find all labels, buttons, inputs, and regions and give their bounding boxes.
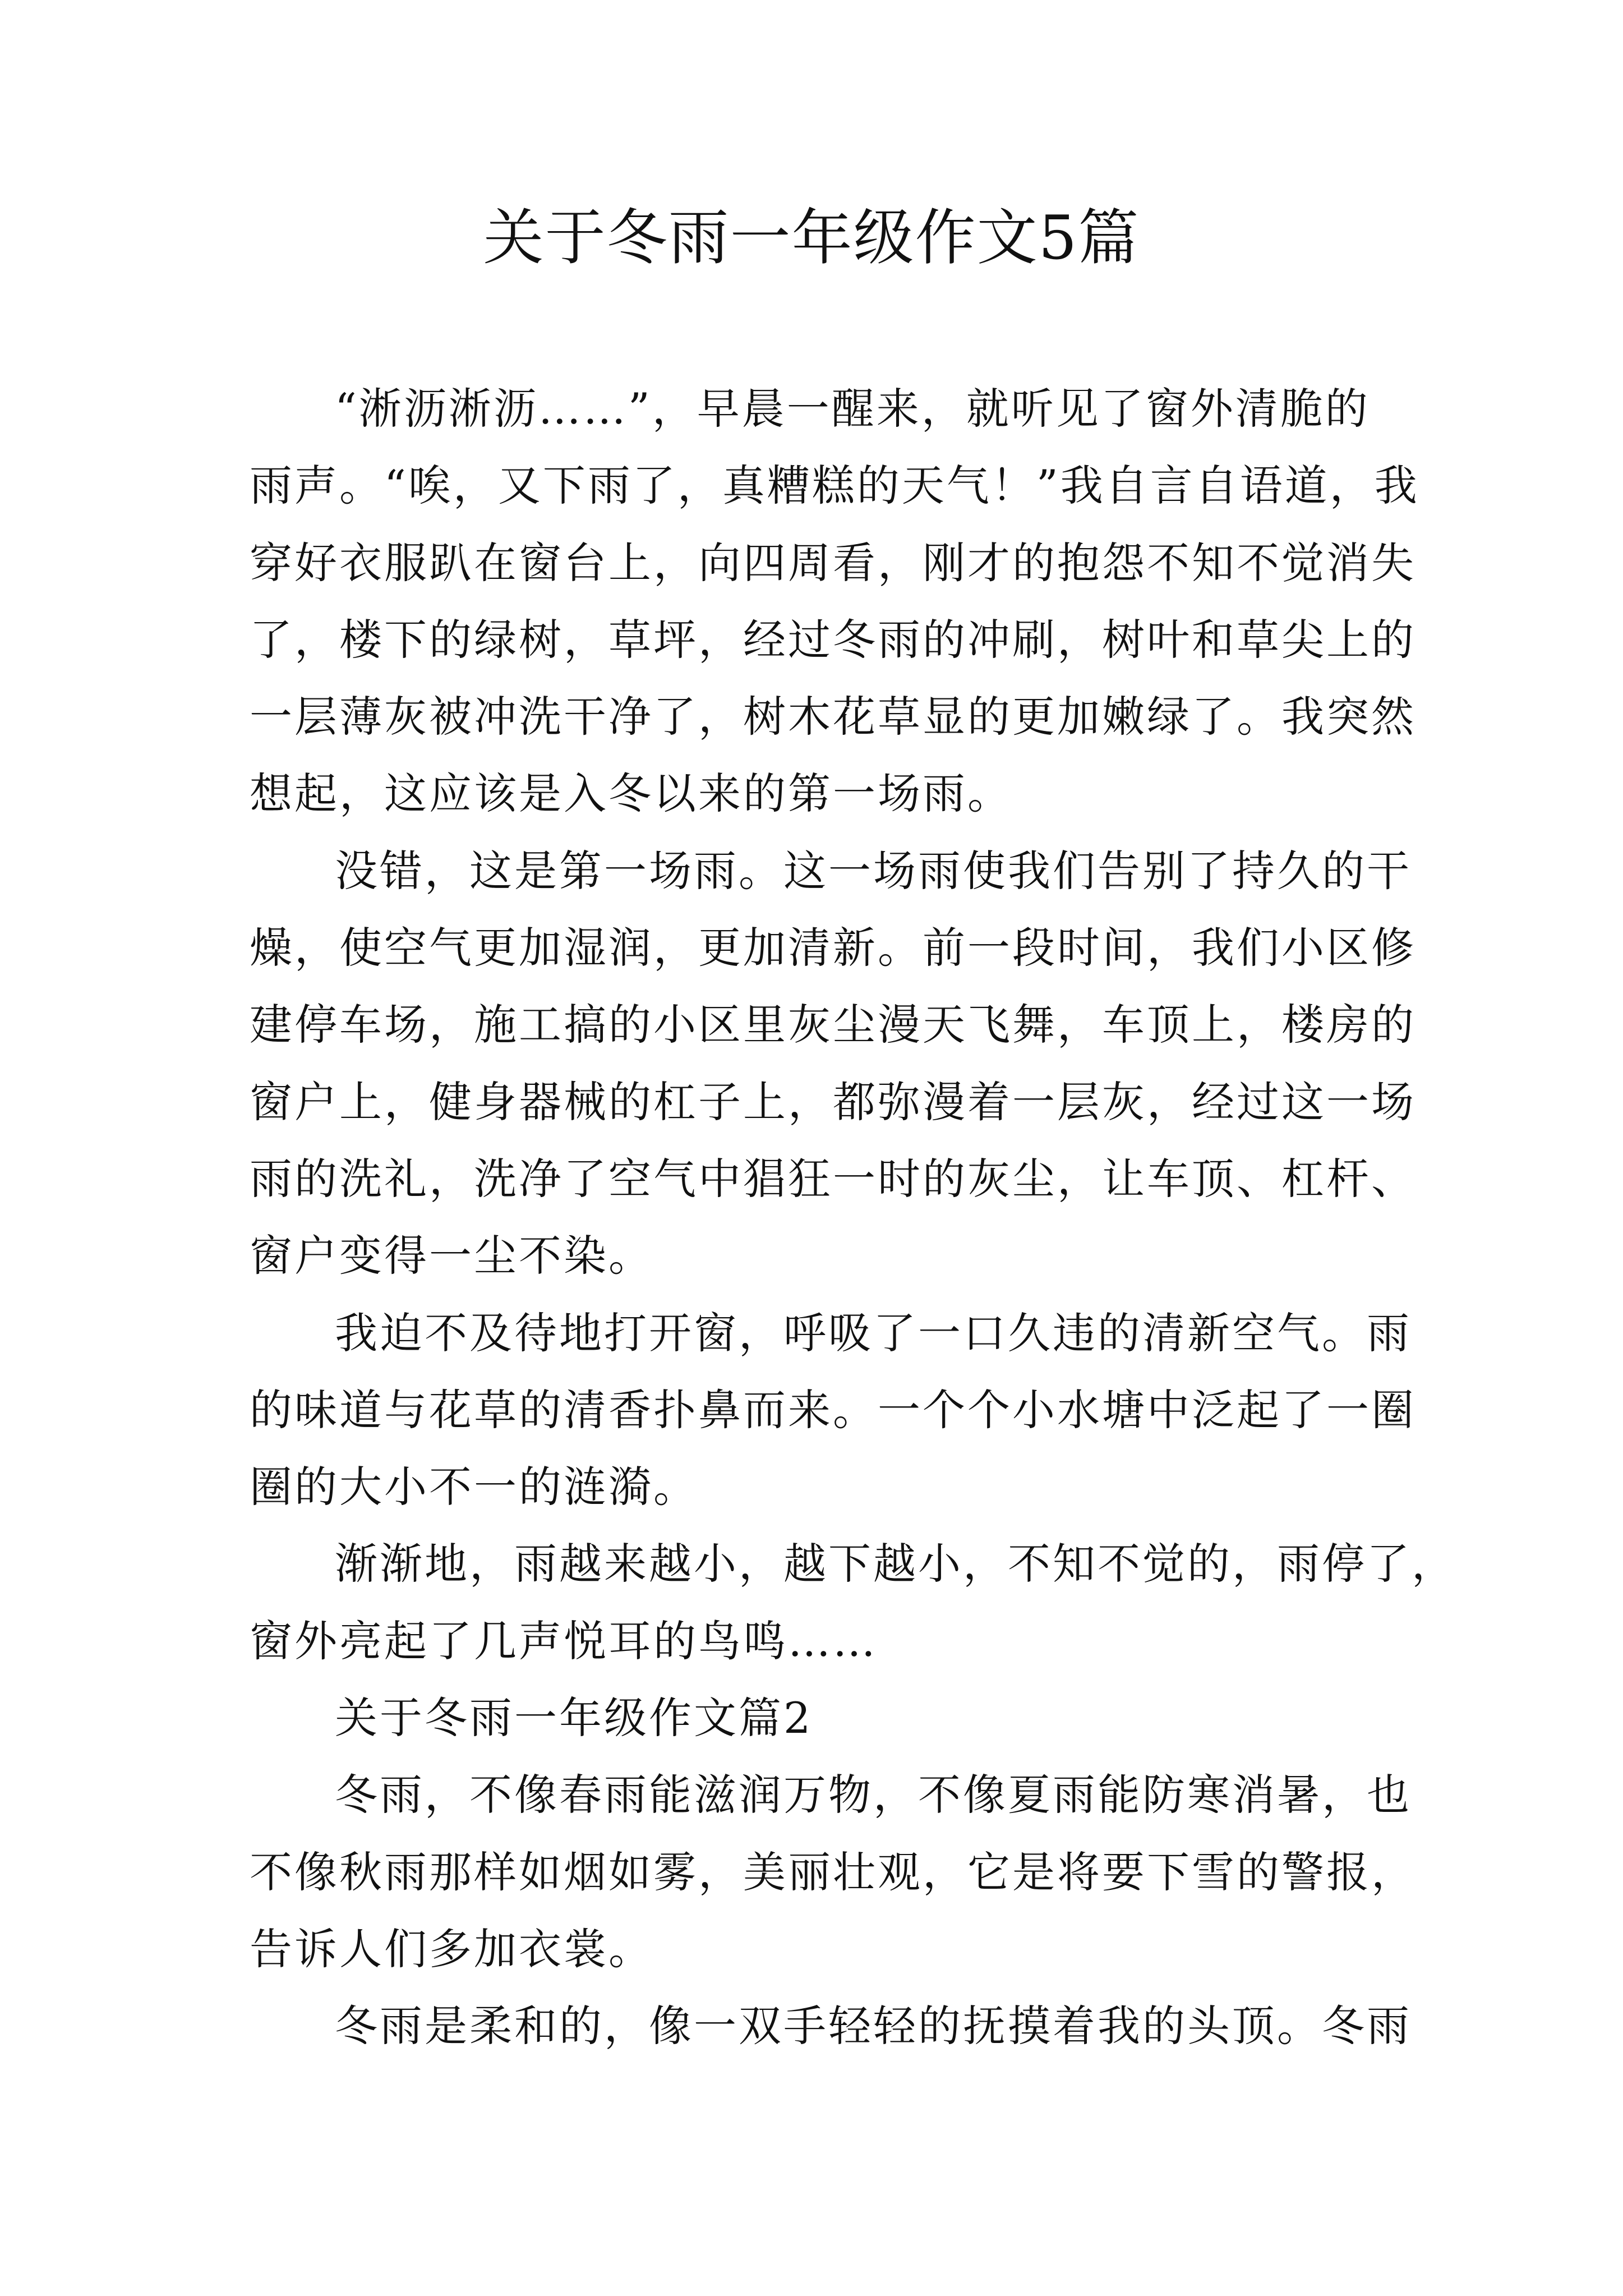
text-line: 窗外亮起了几声悦耳的鸟鸣…… xyxy=(250,1616,878,1666)
section-heading: 关于冬雨一年级作文篇2 xyxy=(335,1693,813,1743)
text-line: 冬雨是柔和的，像一双手轻轻的抚摸着我的头顶。冬雨 xyxy=(335,2001,1412,2051)
text-line: 一层薄灰被冲洗干净了，树木花草显的更加嫩绿了。我突然 xyxy=(250,692,1416,742)
text-line: 窗户上，健身器械的杠子上，都弥漫着一层灰，经过这一场 xyxy=(250,1076,1416,1127)
text-line: 没错，这是第一场雨。这一场雨使我们告别了持久的干 xyxy=(335,845,1412,896)
text-line: 雨的洗礼，洗净了空气中猖狂一时的灰尘，让车顶、杠杆、 xyxy=(250,1153,1416,1204)
text-line: 想起，这应该是入冬以来的第一场雨。 xyxy=(250,769,1012,819)
text-line: 建停车场，施工搞的小区里灰尘漫天飞舞，车顶上，楼房的 xyxy=(250,1000,1416,1050)
text-line: “淅沥淅沥……”，早晨一醒来，就听见了窗外清脆的 xyxy=(335,384,1370,434)
text-line: 圈的大小不一的涟漪。 xyxy=(250,1462,698,1512)
text-line: 冬雨，不像春雨能滋润万物，不像夏雨能防寒消暑，也 xyxy=(335,1770,1412,1820)
text-line: 告诉人们多加衣裳。 xyxy=(250,1924,653,1974)
document-body xyxy=(250,370,1456,2065)
text-line: 的味道与花草的清香扑鼻而来。一个个小水塘中泛起了一圈 xyxy=(250,1384,1416,1435)
text-line: 雨声。“唉，又下雨了，真糟糕的天气！”我自言自语道，我 xyxy=(250,461,1419,511)
text-line: 我迫不及待地打开窗，呼吸了一口久违的清新空气。雨 xyxy=(335,1308,1412,1358)
text-line: 窗户变得一尘不染。 xyxy=(250,1231,653,1281)
text-line: 渐渐地，雨越来越小，越下越小，不知不觉的，雨停了， xyxy=(335,1539,1456,1589)
text-line: 穿好衣服趴在窗台上，向四周看，刚才的抱怨不知不觉消失 xyxy=(250,537,1416,588)
text-line: 了，楼下的绿树，草坪，经过冬雨的冲刷，树叶和草尖上的 xyxy=(250,614,1416,665)
document-title: 关于冬雨一年级作文5篇 xyxy=(483,203,1140,273)
text-line: 不像秋雨那样如烟如雾，美丽壮观，它是将要下雪的警报， xyxy=(250,1847,1416,1897)
text-line: 燥，使空气更加湿润，更加清新。前一段时间，我们小区修 xyxy=(250,923,1416,973)
